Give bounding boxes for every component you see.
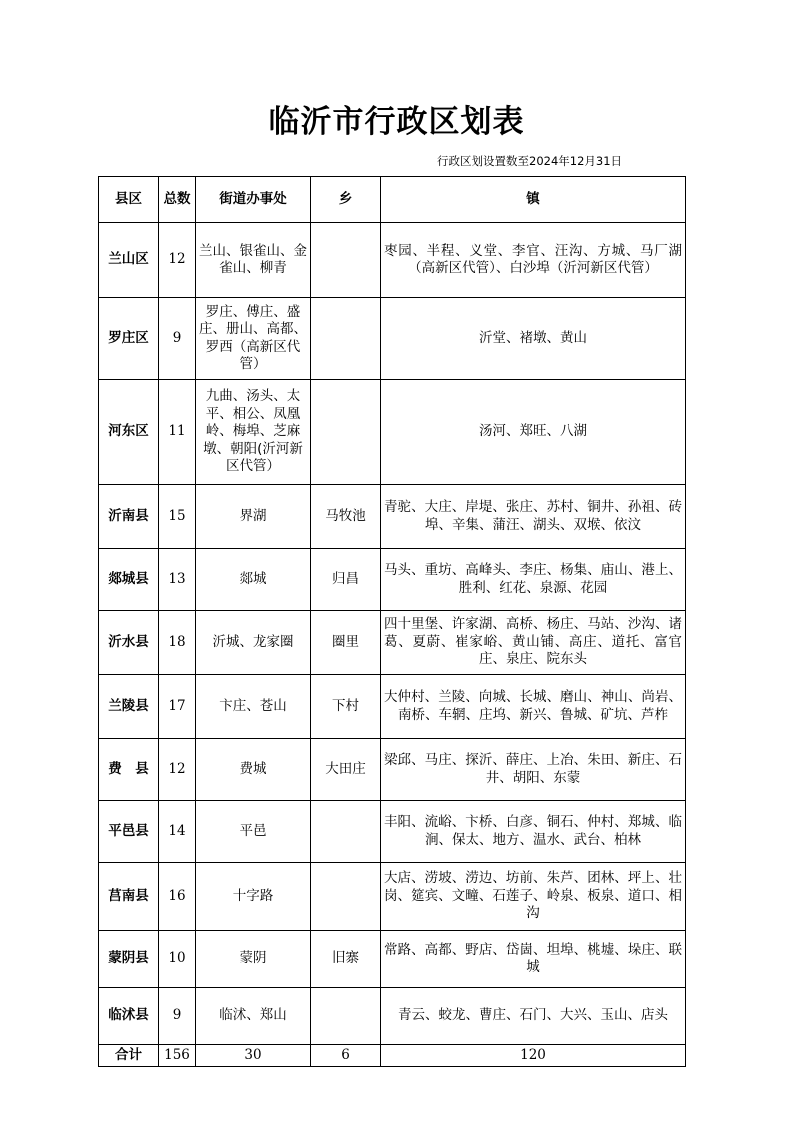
county-cell: 罗庄区 xyxy=(99,298,159,380)
total-cell: 14 xyxy=(159,801,196,863)
xiang-cell xyxy=(311,223,381,298)
county-cell: 蒙阴县 xyxy=(99,931,159,988)
towns-cell: 枣园、半程、义堂、李官、汪沟、方城、马厂湖（高新区代管）、白沙埠（沂河新区代管） xyxy=(381,223,686,298)
streets-cell: 罗庄、傅庄、盛庄、册山、高都、罗西（高新区代管） xyxy=(196,298,311,380)
towns-cell: 梁邱、马庄、探沂、薛庄、上冶、朱田、新庄、石井、胡阳、东蒙 xyxy=(381,739,686,801)
total-cell: 12 xyxy=(159,739,196,801)
totals-row xyxy=(99,1045,686,1067)
total-cell: 13 xyxy=(159,549,196,611)
streets-cell: 十字路 xyxy=(196,863,311,931)
towns-cell: 大店、涝坡、涝边、坊前、朱芦、团林、坪上、壮岗、筵宾、文疃、石莲子、岭泉、板泉、道口、相沟 xyxy=(381,863,686,931)
streets-cell: 费城 xyxy=(196,739,311,801)
xiang-cell xyxy=(311,863,381,931)
towns-cell: 常路、高都、野店、岱崮、坦埠、桃墟、垛庄、联城 xyxy=(381,931,686,988)
streets-cell: 兰山、银雀山、金雀山、柳青 xyxy=(196,223,311,298)
county-cell: 沂南县 xyxy=(99,485,159,549)
xiang-cell xyxy=(311,988,381,1045)
county-cell: 费 县 xyxy=(99,739,159,801)
table-row xyxy=(99,739,686,801)
streets-cell: 卞庄、苍山 xyxy=(196,675,311,739)
header-xiang: 乡 xyxy=(311,177,381,223)
header-row xyxy=(99,177,686,223)
xiang-cell: 马牧池 xyxy=(311,485,381,549)
table-row xyxy=(99,485,686,549)
towns-cell: 马头、重坊、高峰头、李庄、杨集、庙山、港上、胜利、红花、泉源、花园 xyxy=(381,549,686,611)
xiang-cell xyxy=(311,380,381,485)
total-cell: 11 xyxy=(159,380,196,485)
total-cell: 12 xyxy=(159,223,196,298)
totals-label: 合计 xyxy=(99,1045,159,1067)
header-streets: 街道办事处 xyxy=(196,177,311,223)
towns-cell: 汤河、郑旺、八湖 xyxy=(381,380,686,485)
xiang-cell: 圈里 xyxy=(311,611,381,675)
county-cell: 平邑县 xyxy=(99,801,159,863)
table-row xyxy=(99,611,686,675)
county-cell: 兰山区 xyxy=(99,223,159,298)
division-table xyxy=(98,176,686,1067)
total-cell: 18 xyxy=(159,611,196,675)
header-towns: 镇 xyxy=(381,177,686,223)
table-row xyxy=(99,549,686,611)
total-cell: 9 xyxy=(159,988,196,1045)
streets-cell: 九曲、汤头、太平、相公、凤凰岭、梅埠、芝麻墩、朝阳(沂河新区代管） xyxy=(196,380,311,485)
county-cell: 兰陵县 xyxy=(99,675,159,739)
totals-xiang: 6 xyxy=(311,1045,381,1067)
xiang-cell: 下村 xyxy=(311,675,381,739)
page-title: 临沂市行政区划表 xyxy=(268,104,525,140)
streets-cell: 平邑 xyxy=(196,801,311,863)
county-cell: 沂水县 xyxy=(99,611,159,675)
county-cell: 莒南县 xyxy=(99,863,159,931)
towns-cell: 丰阳、流峪、卞桥、白彦、铜石、仲村、郑城、临涧、保太、地方、温水、武台、柏林 xyxy=(381,801,686,863)
xiang-cell: 归昌 xyxy=(311,549,381,611)
county-cell: 郯城县 xyxy=(99,549,159,611)
towns-cell: 沂堂、褚墩、黄山 xyxy=(381,298,686,380)
total-cell: 15 xyxy=(159,485,196,549)
table-row xyxy=(99,863,686,931)
county-cell: 河东区 xyxy=(99,380,159,485)
towns-cell: 青驼、大庄、岸堤、张庄、苏村、铜井、孙祖、砖埠、辛集、蒲汪、湖头、双堠、依汶 xyxy=(381,485,686,549)
county-cell: 临沭县 xyxy=(99,988,159,1045)
streets-cell: 蒙阴 xyxy=(196,931,311,988)
streets-cell: 郯城 xyxy=(196,549,311,611)
streets-cell: 临沭、郑山 xyxy=(196,988,311,1045)
total-cell: 16 xyxy=(159,863,196,931)
table-row xyxy=(99,223,686,298)
table-body xyxy=(99,223,686,1045)
towns-cell: 青云、蛟龙、曹庄、石门、大兴、玉山、店头 xyxy=(381,988,686,1045)
header-total: 总数 xyxy=(159,177,196,223)
table-row xyxy=(99,931,686,988)
totals-total: 156 xyxy=(159,1045,196,1067)
total-cell: 9 xyxy=(159,298,196,380)
xiang-cell xyxy=(311,298,381,380)
xiang-cell: 旧寨 xyxy=(311,931,381,988)
total-cell: 17 xyxy=(159,675,196,739)
total-cell: 10 xyxy=(159,931,196,988)
date-note: 行政区划设置数至2024年12月31日 xyxy=(437,154,623,168)
table-row xyxy=(99,298,686,380)
streets-cell: 界湖 xyxy=(196,485,311,549)
header-county: 县区 xyxy=(99,177,159,223)
table-row xyxy=(99,675,686,739)
xiang-cell xyxy=(311,801,381,863)
totals-towns: 120 xyxy=(381,1045,686,1067)
towns-cell: 四十里堡、许家湖、高桥、杨庄、马站、沙沟、诸葛、夏蔚、崔家峪、黄山铺、高庄、道托、富官庄、泉庄、院东头 xyxy=(381,611,686,675)
streets-cell: 沂城、龙家圈 xyxy=(196,611,311,675)
totals-streets: 30 xyxy=(196,1045,311,1067)
table-row xyxy=(99,988,686,1045)
table-row xyxy=(99,380,686,485)
table-row xyxy=(99,801,686,863)
xiang-cell: 大田庄 xyxy=(311,739,381,801)
towns-cell: 大仲村、兰陵、向城、长城、磨山、神山、尚岩、南桥、车辋、庄坞、新兴、鲁城、矿坑、芦柞 xyxy=(381,675,686,739)
